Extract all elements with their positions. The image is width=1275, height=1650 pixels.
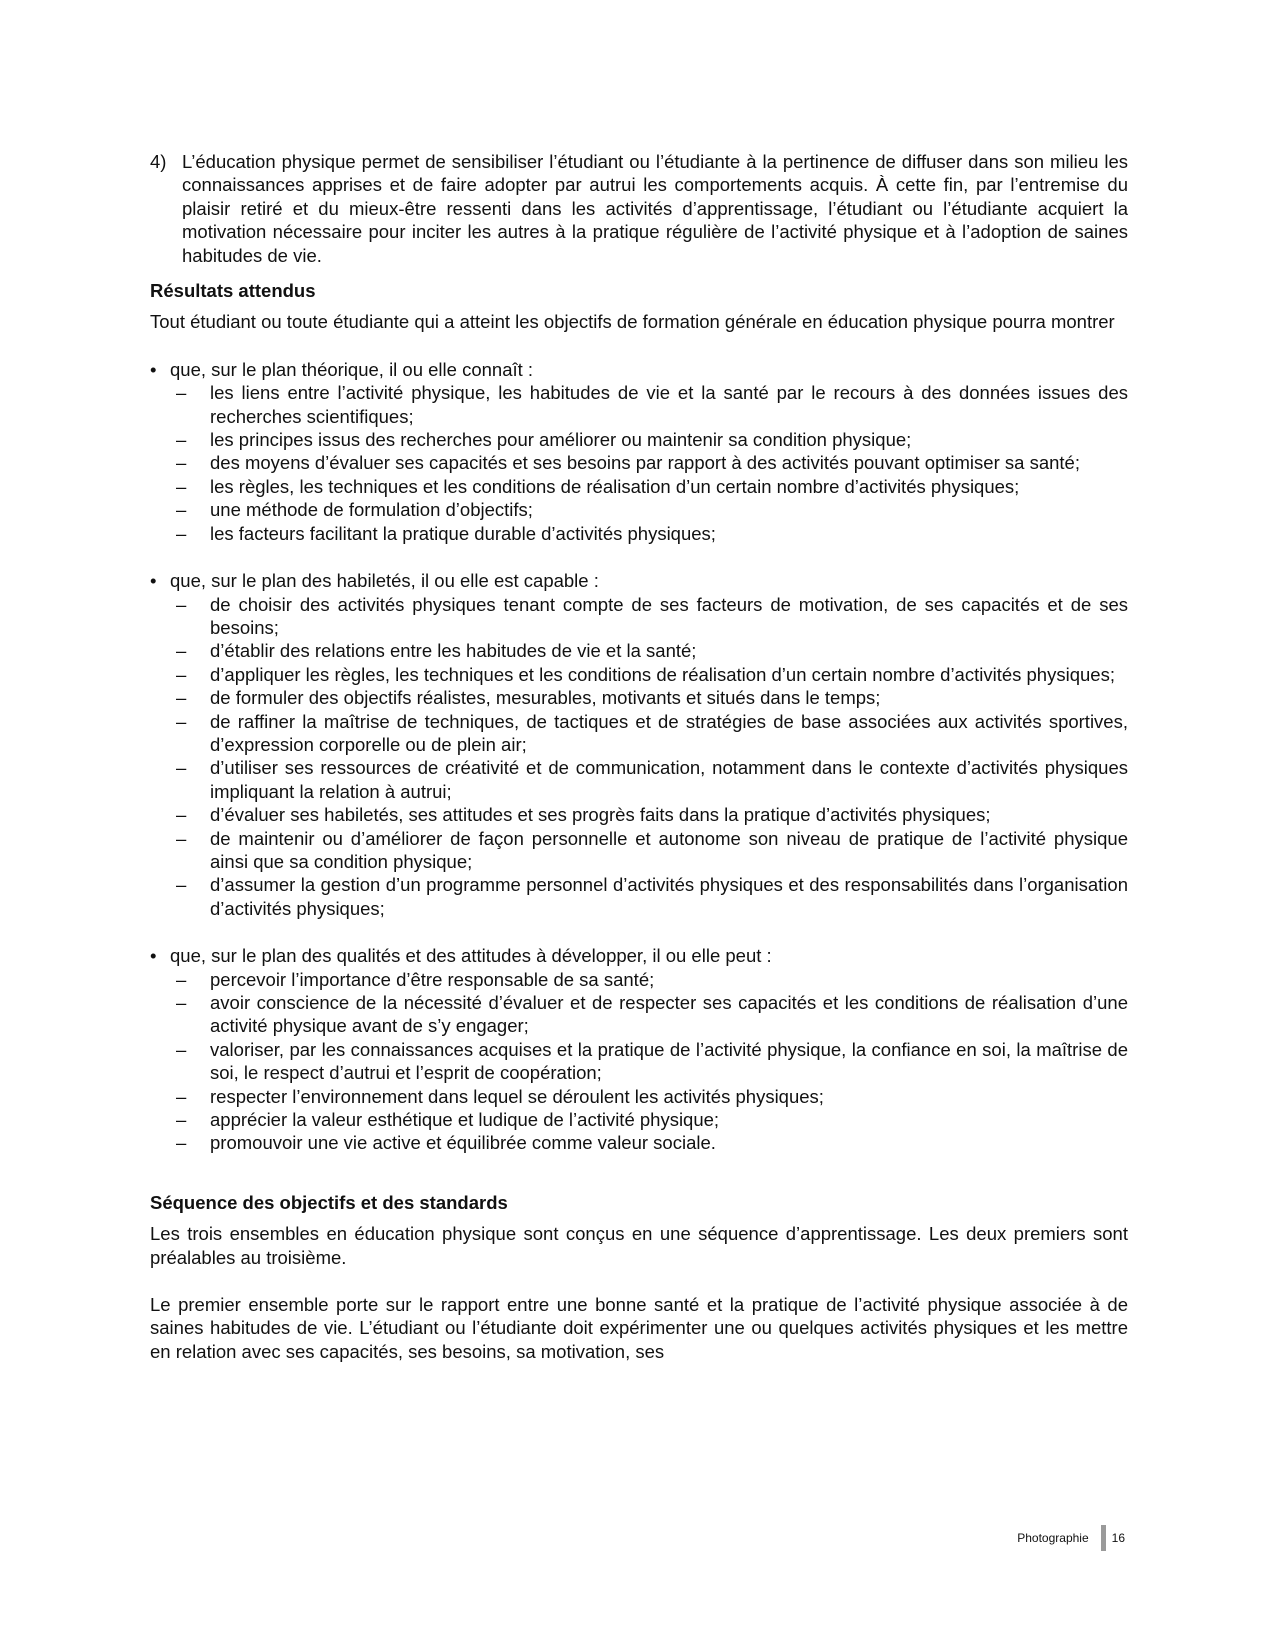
results-intro: Tout étudiant ou toute étudiante qui a atteint les objectifs de formation générale en éducation physique pourra montrer <box>150 311 1115 333</box>
list-item: – respecter l’environnement dans lequel se déroulent les activités physiques; <box>176 1085 824 1107</box>
list-item: – d’appliquer les règles, les techniques et les conditions de réalisation d’un certain nombre d’activités physiques; <box>176 663 1115 685</box>
item-text: L’éducation physique permet de sensibiliser l’étudiant ou l’étudiante à la pertinence de diffuser dans son milieu les connaissances apprises et de faire adopter par autrui les comportements acquis. À cette fin, par l’entremise du plaisir retiré et du mieux-être ressenti dans les activités d’apprentissage, l’étudiant ou l’étudiante acquiert la motivation nécessaire pour inciter les autres à la pratique régulière de l’activité physique et à l’adoption de saines habitudes de vie. <box>182 151 1128 266</box>
group-lead: que, sur le plan théorique, il ou elle connaît : <box>170 358 534 380</box>
sequence-paragraph-1: Les trois ensembles en éducation physique sont conçus en une séquence d’apprentissage. Les deux premiers sont préalables au troisième. <box>150 1223 1128 1268</box>
list-item: – de formuler des objectifs réalistes, mesurables, motivants et situés dans le temps; <box>176 687 881 709</box>
list-item: – apprécier la valeur esthétique et ludique de l’activité physique; <box>176 1109 720 1131</box>
page-footer <box>1017 1525 1125 1551</box>
list-item: – d’évaluer ses habiletés, ses attitudes et ses progrès faits dans la pratique d’activités physiques; <box>176 804 991 826</box>
group-lead: que, sur le plan des qualités et des attitudes à développer, il ou elle peut : <box>170 945 772 967</box>
footer-divider <box>1101 1525 1106 1551</box>
sequence-heading: Séquence des objectifs et des standards <box>150 1191 508 1213</box>
results-group-theory <box>150 358 1128 545</box>
list-item: – percevoir l’importance d’être responsable de sa santé; <box>176 968 655 990</box>
list-item: – les principes issus des recherches pour améliorer ou maintenir sa condition physique; <box>176 429 912 451</box>
results-group-attitudes <box>150 944 1128 1155</box>
bullet-marker: • <box>150 945 157 967</box>
sequence-paragraph-2: Le premier ensemble porte sur le rapport entre une bonne santé et la pratique de l’activité physique associée à de saines habitudes de vie. L’étudiant ou l’étudiante doit expérimenter une ou quelques activités physiques et les mettre en relation avec ses capacités, ses besoins, sa motivation, ses <box>150 1294 1128 1362</box>
list-item: – de maintenir ou d’améliorer de façon personnelle et autonome son niveau de pratique de l’activité physique ainsi que sa condition physique; <box>176 827 1128 872</box>
results-group-skills <box>150 569 1128 920</box>
numbered-item-4 <box>150 150 1128 267</box>
list-item: – d’établir des relations entre les habitudes de vie et la santé; <box>176 640 697 662</box>
list-item: – les liens entre l’activité physique, les habitudes de vie et la santé par le recours à des données issues des recherches scientifiques; <box>176 382 1128 427</box>
group-lead: que, sur le plan des habiletés, il ou elle est capable : <box>170 570 599 592</box>
bullet-marker: • <box>150 570 157 592</box>
list-item: – promouvoir une vie active et équilibrée comme valeur sociale. <box>176 1132 716 1154</box>
page-number: 16 <box>1111 1531 1125 1545</box>
results-heading: Résultats attendus <box>150 280 316 302</box>
list-item: – les règles, les techniques et les conditions de réalisation d’un certain nombre d’activités physiques; <box>176 475 1020 497</box>
list-item: – les facteurs facilitant la pratique durable d’activités physiques; <box>176 522 716 544</box>
item-number: 4) <box>150 151 167 172</box>
list-item: – d’assumer la gestion d’un programme personnel d’activités physiques et des responsabilités dans l’organisation d’activités physiques; <box>176 874 1128 919</box>
list-item: – une méthode de formulation d’objectifs; <box>176 499 533 521</box>
list-item: – de raffiner la maîtrise de techniques, de tactiques et de stratégies de base associées aux activités sportives, d’expression corporelle ou de plein air; <box>176 710 1128 755</box>
bullet-marker: • <box>150 358 157 380</box>
footer-section-title: Photographie <box>1017 1531 1089 1545</box>
list-item: – avoir conscience de la nécessité d’évaluer et de respecter ses capacités et les conditions de réalisation d’une activité physique avant de s’y engager; <box>176 992 1128 1037</box>
document-body <box>150 150 1128 1363</box>
list-item: – d’utiliser ses ressources de créativité et de communication, notamment dans le contexte d’activités physiques impliquant la relation à autrui; <box>176 757 1128 802</box>
list-item: – de choisir des activités physiques tenant compte de ses facteurs de motivation, de ses capacités et de ses besoins; <box>176 593 1128 638</box>
list-item: – valoriser, par les connaissances acquises et la pratique de l’activité physique, la confiance en soi, la maîtrise de soi, le respect d’autrui et l’esprit de coopération; <box>176 1038 1128 1084</box>
list-item: – des moyens d’évaluer ses capacités et ses besoins par rapport à des activités pouvant optimiser sa santé; <box>176 452 1080 474</box>
